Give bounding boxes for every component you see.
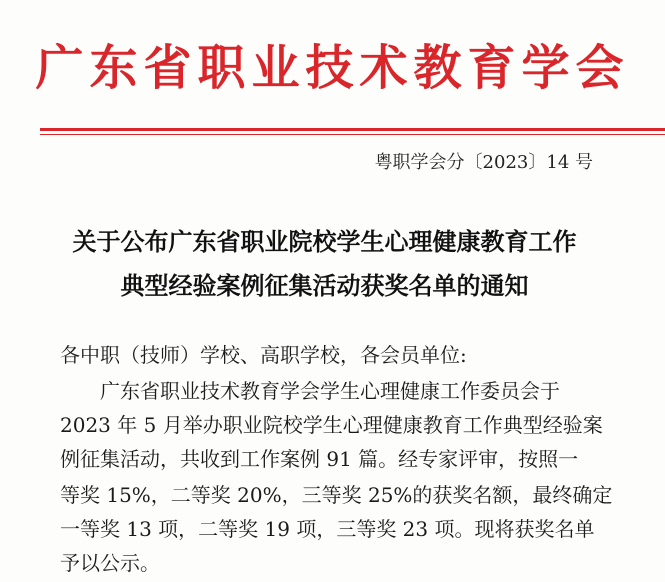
letterhead-red-rule [40, 128, 665, 131]
body-paragraph-line: 广东省职业技术教育学会学生心理健康工作委员会于 [100, 379, 560, 403]
document-number: 粤职学会分〔2023〕14 号 [374, 152, 593, 173]
body-paragraph-line: 予以公示。 [60, 551, 160, 575]
document-title-line-1: 关于公布广东省职业院校学生心理健康教育工作 [72, 228, 577, 256]
body-paragraph-line: 例征集活动，共收到工作案例 91 篇。经专家评审，按照一 [60, 447, 579, 471]
body-paragraph-line: 等奖 15%，二等奖 20%，三等奖 25%的获奖名额，最终确定 [60, 483, 613, 507]
document-title-line-2: 典型经验案例征集活动获奖名单的通知 [120, 272, 529, 300]
body-paragraph-line: 一等奖 13 项，二等奖 19 项，三等奖 23 项。现将获奖名单 [60, 517, 595, 541]
body-paragraph-line: 2023 年 5 月举办职业院校学生心理健康教育工作典型经验案 [60, 413, 603, 437]
letterhead-red-rule-thin [40, 134, 665, 135]
salutation: 各中职（技师）学校、高职学校，各会员单位: [60, 343, 467, 367]
org-letterhead-title: 广东省职业技术教育学会 [35, 40, 630, 96]
